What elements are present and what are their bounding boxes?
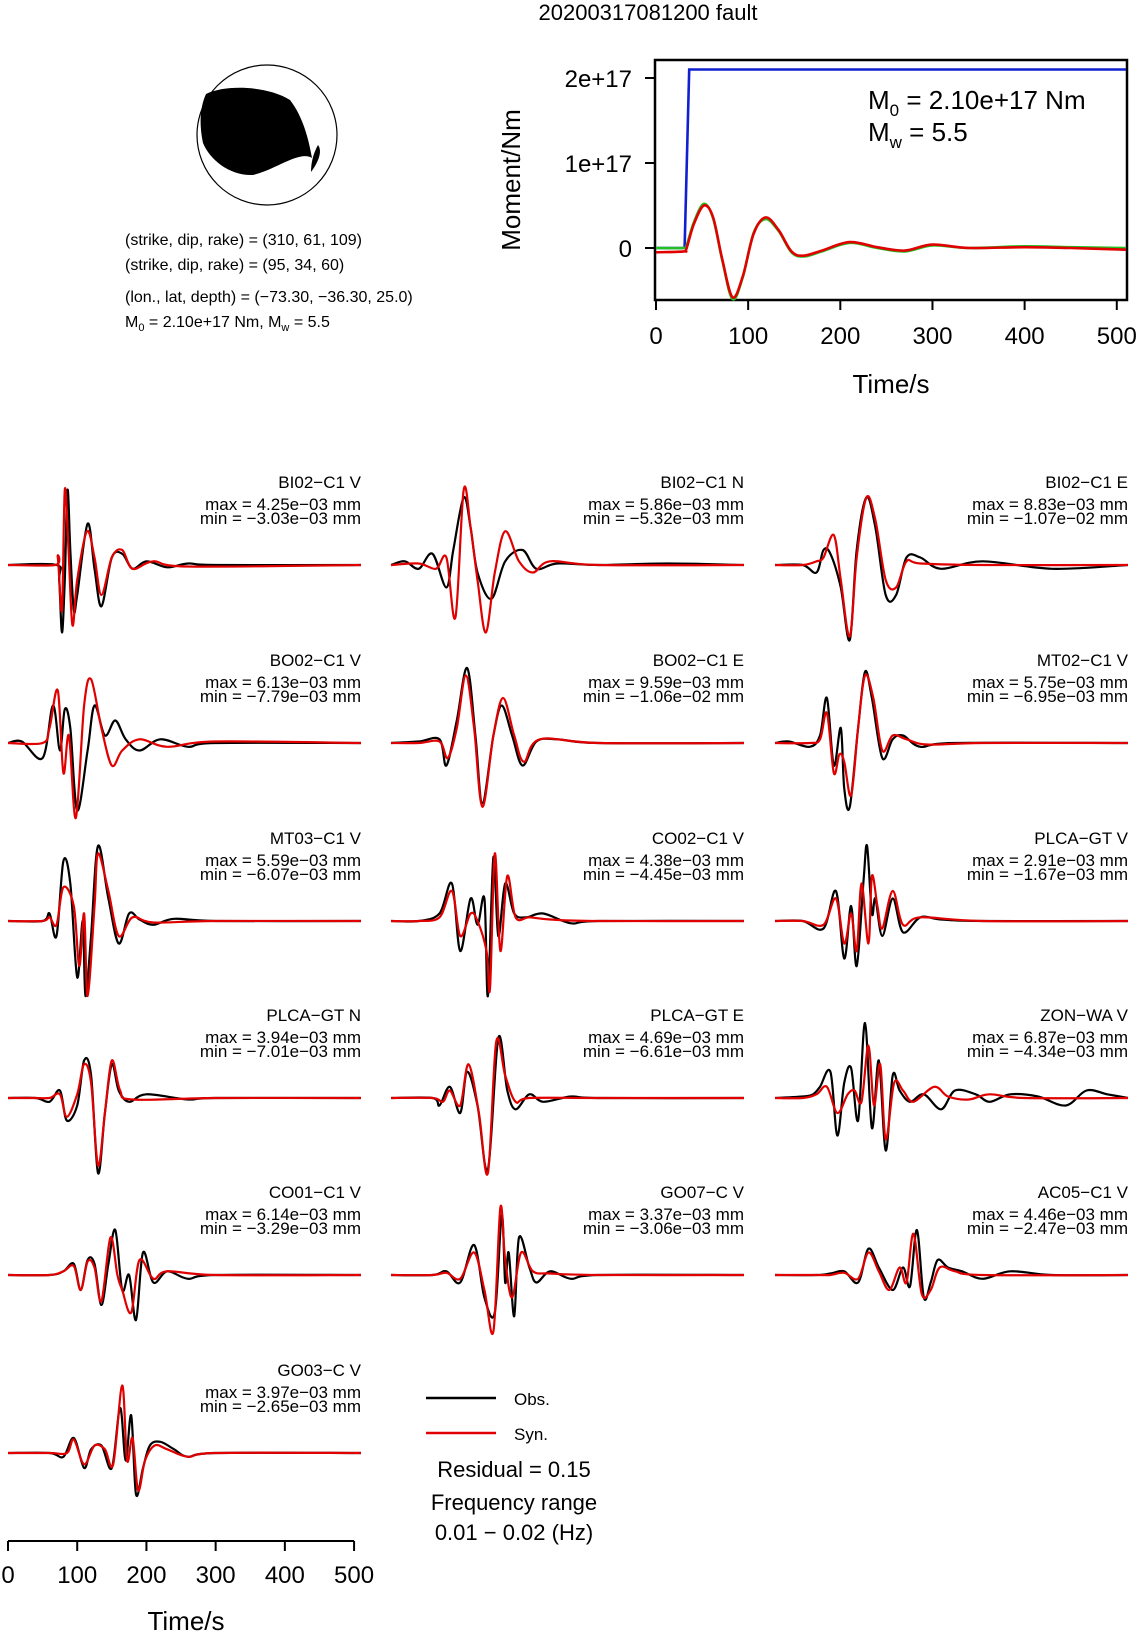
moment-xaxis [649, 300, 1136, 350]
station-label: BO02−C1 V [269, 651, 361, 670]
station-max: max = 3.97e−03 mm [205, 1383, 361, 1402]
moment-xtick-label: 100 [728, 323, 769, 350]
station-max: max = 4.25e−03 mm [205, 495, 361, 514]
station-label: PLCA−GT V [1034, 829, 1128, 848]
station-label: GO07−C V [660, 1183, 744, 1202]
station-max: max = 3.37e−03 mm [588, 1205, 744, 1224]
station-panel [391, 1006, 744, 1175]
moment-m0-annotation: $M_0 = 2.10e+17$ Nm [868, 85, 1086, 120]
station-panel [775, 829, 1129, 966]
moment-xtick-label: 300 [912, 323, 953, 350]
station-max: max = 2.91e−03 mm [972, 851, 1128, 870]
observed-trace [775, 1230, 1128, 1300]
station-label: MT03−C1 V [269, 829, 361, 848]
station-max: max = 3.94e−03 mm [205, 1028, 361, 1047]
station-label: BO02−C1 E [652, 651, 744, 670]
station-panel [391, 651, 744, 807]
station-min: min = −7.01e−03 mm [199, 1042, 361, 1061]
station-min: min = −6.61e−03 mm [582, 1042, 744, 1061]
waveform-xtick-label: 400 [264, 1562, 305, 1589]
station-max: max = 9.59e−03 mm [588, 673, 744, 692]
station-max: max = 4.46e−03 mm [972, 1205, 1128, 1224]
station-max: max = 5.86e−03 mm [588, 495, 744, 514]
station-label: CO02−C1 V [651, 829, 744, 848]
station-panel [8, 829, 362, 996]
station-min: min = −7.79e−03 mm [199, 687, 361, 706]
mechanism-line-2: (strike, dip, rake) = (95, 34, 60) [125, 257, 345, 274]
moment-ytick-label: 0 [618, 236, 632, 263]
station-max: max = 4.69e−03 mm [588, 1028, 744, 1047]
moment-moment_rate-line [656, 204, 1126, 300]
waveform-xtick-label: 500 [334, 1562, 375, 1589]
station-max: max = 6.13e−03 mm [205, 673, 361, 692]
waveform-xaxis [1, 1541, 374, 1589]
frequency-title: Frequency range [430, 1490, 598, 1515]
station-label: CO01−C1 V [268, 1183, 361, 1202]
moment-xtick-label: 500 [1096, 323, 1137, 350]
station-label: MT02−C1 V [1036, 651, 1128, 670]
station-panel [775, 1006, 1129, 1151]
station-panel [8, 1006, 361, 1174]
station-min: min = −5.32e−03 mm [582, 509, 744, 528]
synthetic-trace [8, 1237, 361, 1313]
station-panel [391, 1183, 745, 1334]
moment-panel [496, 60, 1137, 399]
moment-ytick-label: 2e+17 [564, 66, 632, 93]
station-panel [8, 1361, 362, 1496]
synthetic-trace [8, 1060, 361, 1166]
station-max: max = 5.59e−03 mm [205, 851, 361, 870]
station-max: max = 6.87e−03 mm [972, 1028, 1128, 1047]
station-label: PLCA−GT E [650, 1006, 744, 1025]
station-min: min = −3.06e−03 mm [582, 1219, 744, 1238]
station-panel [8, 473, 362, 633]
moment-xtick-label: 0 [649, 323, 663, 350]
beachball-icon [197, 65, 337, 205]
mechanism-line-1: (strike, dip, rake) = (310, 61, 109) [125, 232, 362, 249]
station-panel [8, 1183, 362, 1320]
observed-trace [8, 1058, 361, 1174]
moment-ytick-label: 1e+17 [564, 151, 632, 178]
waveform-xtick-label: 0 [1, 1562, 15, 1589]
frequency-value: 0.01 − 0.02 (Hz) [434, 1520, 594, 1545]
station-max: max = 5.75e−03 mm [972, 673, 1128, 692]
synthetic-trace [775, 1234, 1128, 1298]
station-max: max = 4.38e−03 mm [588, 851, 744, 870]
station-max: max = 6.14e−03 mm [205, 1205, 361, 1224]
station-max: max = 8.83e−03 mm [972, 495, 1128, 514]
station-min: min = −1.06e−02 mm [582, 687, 744, 706]
waveform-xlabel: Time/s [147, 1606, 225, 1636]
station-label: ZON−WA V [1040, 1006, 1128, 1025]
station-min: min = −4.45e−03 mm [582, 865, 744, 884]
waveform-xtick-label: 300 [195, 1562, 236, 1589]
station-panel [775, 1183, 1129, 1300]
moment-mw-annotation: $M_w = 5.5$ [868, 117, 968, 152]
moment-xtick-label: 200 [820, 323, 861, 350]
station-panel [391, 473, 744, 633]
station-panel [775, 651, 1129, 810]
legend-syn-label: Syn. [514, 1425, 549, 1444]
station-label: GO03−C V [277, 1361, 361, 1380]
station-min: min = −3.29e−03 mm [199, 1219, 361, 1238]
station-min: min = −3.03e−03 mm [199, 509, 361, 528]
moment-yaxis [565, 66, 655, 263]
station-label: PLCA−GT N [266, 1006, 361, 1025]
moment-ylabel: Moment/Nm [496, 109, 526, 251]
mechanism-line-3: (lon., lat, depth) = (−73.30, −36.30, 25.0) [125, 289, 413, 306]
station-min: min = −2.47e−03 mm [966, 1219, 1128, 1238]
station-min: min = −6.95e−03 mm [966, 687, 1128, 706]
legend-obs-label: Obs. [514, 1390, 550, 1409]
station-label: AC05−C1 V [1037, 1183, 1128, 1202]
legend [426, 1390, 550, 1444]
station-panel [775, 473, 1128, 641]
waveform-xtick-label: 200 [126, 1562, 167, 1589]
station-label: BI02−C1 V [278, 473, 361, 492]
mechanism-line-4: $M_0 = 2.10e+17$ Nm, $M_w = 5.5$ [125, 314, 330, 334]
station-min: min = −4.34e−03 mm [966, 1042, 1128, 1061]
waveform-xtick-label: 100 [57, 1562, 98, 1589]
station-min: min = −6.07e−03 mm [199, 865, 361, 884]
station-min: min = −2.65e−03 mm [199, 1397, 361, 1416]
residual-text: Residual = 0.15 [437, 1457, 591, 1482]
station-min: min = −1.67e−03 mm [966, 865, 1128, 884]
moment-xlabel: Time/s [852, 369, 930, 399]
station-label: BI02−C1 E [1045, 473, 1128, 492]
figure-title: 20200317081200 fault [538, 0, 758, 25]
station-panel [391, 829, 745, 996]
station-panel [8, 651, 362, 818]
station-label: BI02−C1 N [660, 473, 744, 492]
station-min: min = −1.07e−02 mm [966, 509, 1128, 528]
waveform-grid [8, 473, 1129, 1496]
moment-xtick-label: 400 [1004, 323, 1045, 350]
